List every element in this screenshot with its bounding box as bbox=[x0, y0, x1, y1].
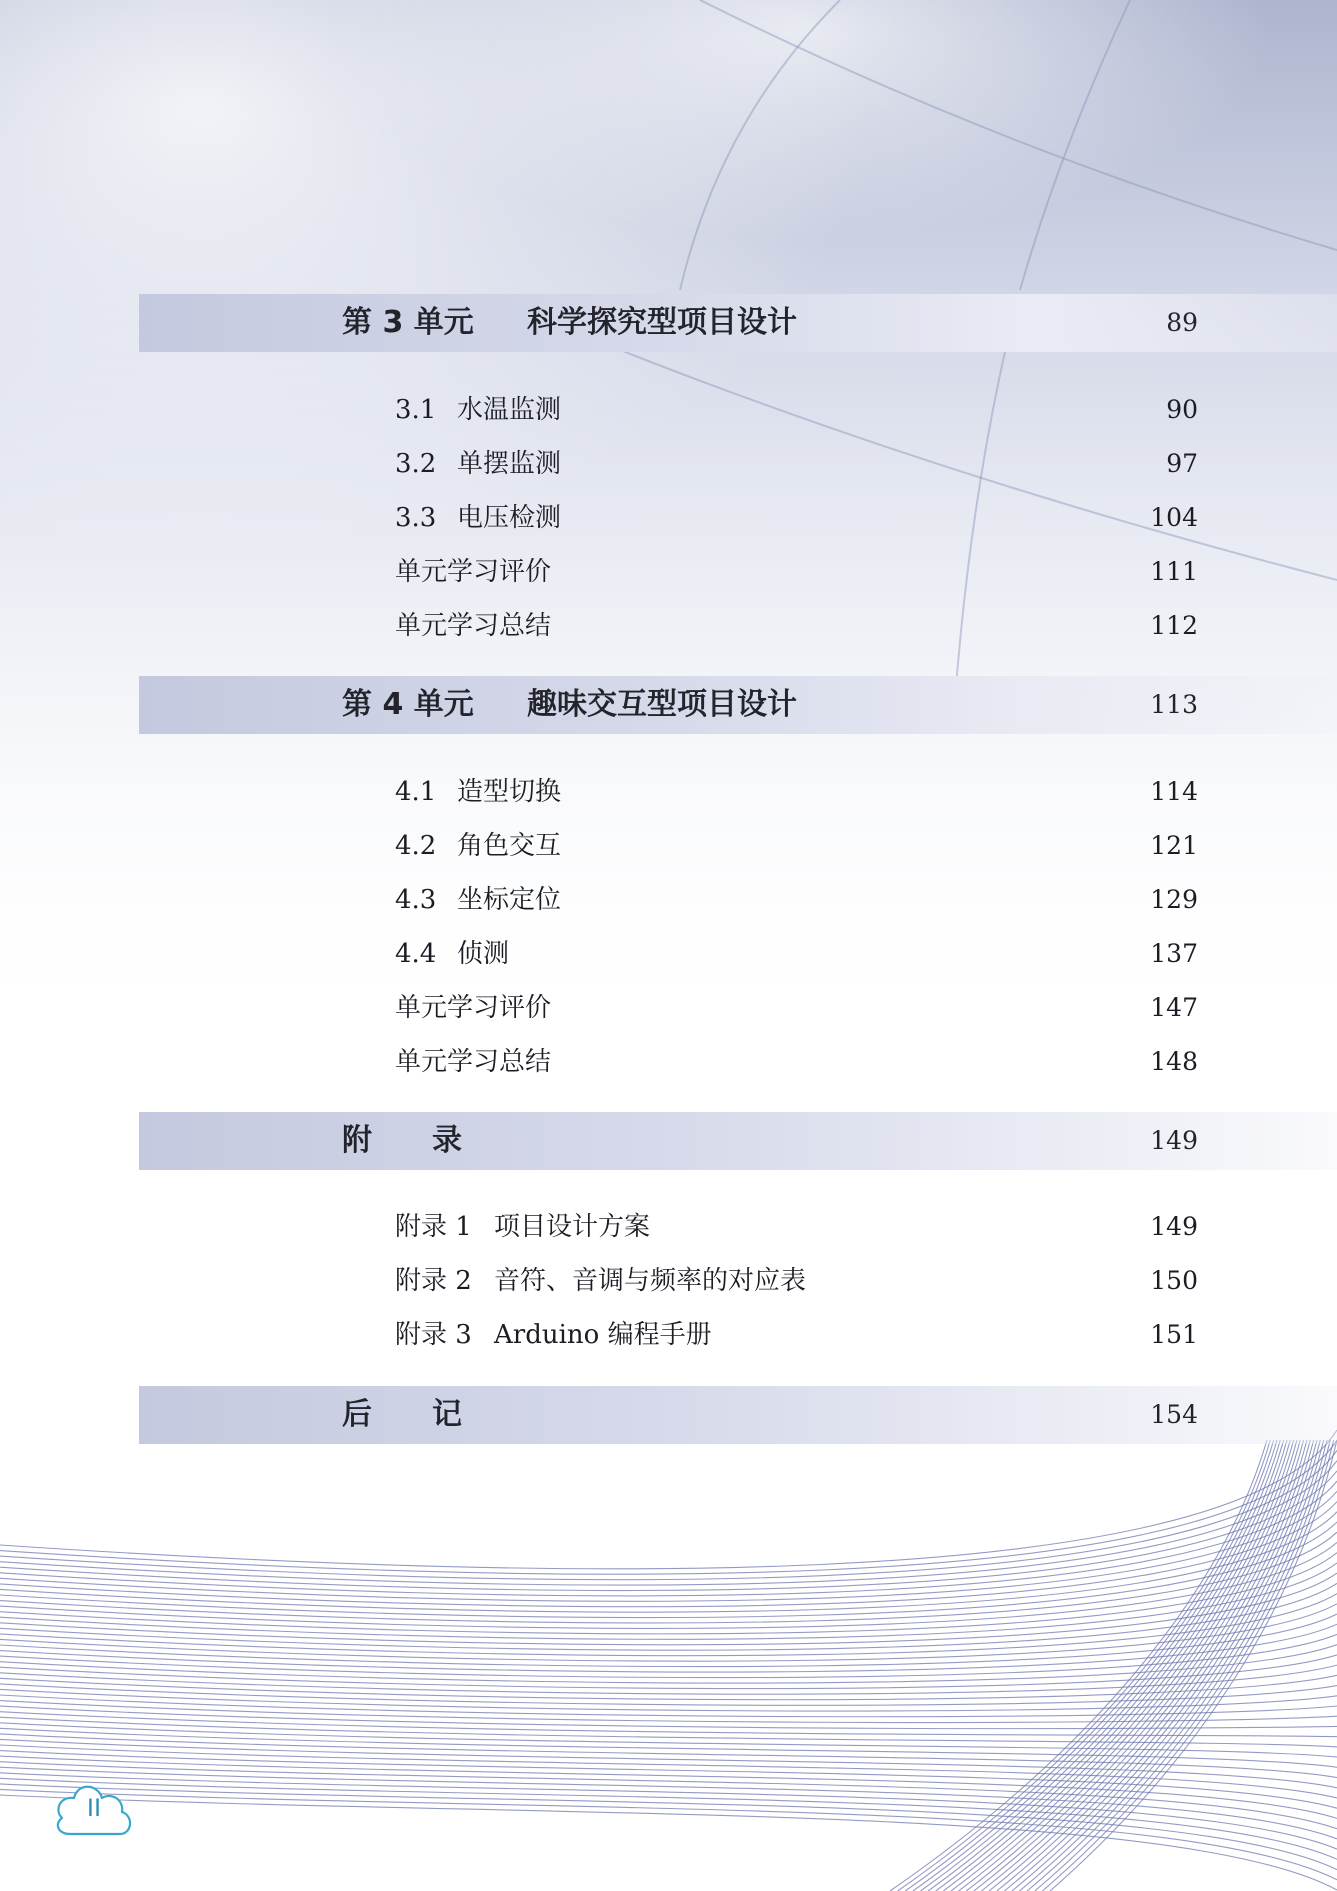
unit-page-number: 113 bbox=[1150, 690, 1198, 719]
toc-entry[interactable] bbox=[395, 444, 1198, 484]
toc-entry[interactable] bbox=[395, 1042, 1198, 1082]
entry-number: 3.3 bbox=[395, 503, 437, 533]
entry-page-number: 137 bbox=[1150, 939, 1198, 968]
entry-page-number: 90 bbox=[1166, 395, 1198, 424]
entry-page-number: 149 bbox=[1150, 1212, 1198, 1241]
entry-title: 单元学习评价 bbox=[395, 557, 552, 587]
unit-label: 第 3 单元 bbox=[342, 305, 474, 340]
entry-number: 附录 3 bbox=[395, 1320, 472, 1350]
appendix-heading: 附 录 bbox=[342, 1123, 462, 1158]
entry-page-number: 121 bbox=[1150, 831, 1198, 860]
toc-entry[interactable] bbox=[395, 934, 1198, 974]
unit-3-heading bbox=[342, 294, 797, 352]
toc-entry[interactable] bbox=[395, 552, 1198, 592]
unit-page-number: 89 bbox=[1166, 308, 1198, 337]
entry-title: 造型切换 bbox=[457, 777, 562, 807]
appendix-page-number: 149 bbox=[1150, 1126, 1198, 1155]
entry-number: 4.1 bbox=[395, 777, 437, 807]
entry-title: 单元学习评价 bbox=[395, 993, 552, 1023]
entry-number: 附录 1 bbox=[395, 1212, 472, 1242]
entry-page-number: 104 bbox=[1150, 503, 1198, 532]
entry-page-number: 148 bbox=[1150, 1047, 1198, 1076]
unit-label: 第 4 单元 bbox=[342, 687, 474, 722]
toc-entry[interactable] bbox=[395, 1261, 1198, 1301]
unit-3-header[interactable] bbox=[139, 294, 1337, 352]
toc-entry[interactable] bbox=[395, 988, 1198, 1028]
appendix-header[interactable] bbox=[139, 1112, 1337, 1170]
unit-title: 趣味交互型项目设计 bbox=[527, 687, 797, 722]
toc-entry[interactable] bbox=[395, 390, 1198, 430]
entry-number: 4.3 bbox=[395, 885, 437, 915]
entry-title: 角色交互 bbox=[457, 831, 562, 861]
entry-title: 水温监测 bbox=[457, 395, 562, 425]
unit-title: 科学探究型项目设计 bbox=[527, 305, 797, 340]
afterword-page-number: 154 bbox=[1150, 1400, 1198, 1429]
unit-4-heading bbox=[342, 676, 797, 734]
entry-title: 侦测 bbox=[457, 939, 510, 969]
toc-entry[interactable] bbox=[395, 880, 1198, 920]
entry-number: 4.4 bbox=[395, 939, 437, 969]
entry-number: 3.1 bbox=[395, 395, 437, 425]
entry-page-number: 147 bbox=[1150, 993, 1198, 1022]
entry-title: 单摆监测 bbox=[457, 449, 562, 479]
entry-page-number: 112 bbox=[1150, 611, 1198, 640]
toc-entry[interactable] bbox=[395, 772, 1198, 812]
entry-title: 单元学习总结 bbox=[395, 611, 552, 641]
entry-title: Arduino 编程手册 bbox=[494, 1320, 712, 1350]
afterword-header[interactable] bbox=[139, 1386, 1337, 1444]
entry-number: 3.2 bbox=[395, 449, 437, 479]
toc-entry[interactable] bbox=[395, 498, 1198, 538]
entry-page-number: 151 bbox=[1150, 1320, 1198, 1349]
entry-page-number: 111 bbox=[1150, 557, 1198, 586]
entry-title: 音符、音调与频率的对应表 bbox=[494, 1266, 807, 1296]
entry-number: 4.2 bbox=[395, 831, 437, 861]
toc-entry[interactable] bbox=[395, 1207, 1198, 1247]
entry-title: 坐标定位 bbox=[457, 885, 562, 915]
entry-page-number: 114 bbox=[1150, 777, 1198, 806]
entry-title: 单元学习总结 bbox=[395, 1047, 552, 1077]
toc-entry[interactable] bbox=[395, 826, 1198, 866]
entry-page-number: 97 bbox=[1166, 449, 1198, 478]
entry-page-number: 129 bbox=[1150, 885, 1198, 914]
entry-number: 附录 2 bbox=[395, 1266, 472, 1296]
entry-title: 电压检测 bbox=[457, 503, 562, 533]
toc-entry[interactable] bbox=[395, 1315, 1198, 1355]
unit-4-header[interactable] bbox=[139, 676, 1337, 734]
toc-entry[interactable] bbox=[395, 606, 1198, 646]
page-number: II bbox=[86, 1794, 102, 1822]
afterword-heading: 后 记 bbox=[342, 1397, 462, 1432]
entry-title: 项目设计方案 bbox=[494, 1212, 651, 1242]
entry-page-number: 150 bbox=[1150, 1266, 1198, 1295]
